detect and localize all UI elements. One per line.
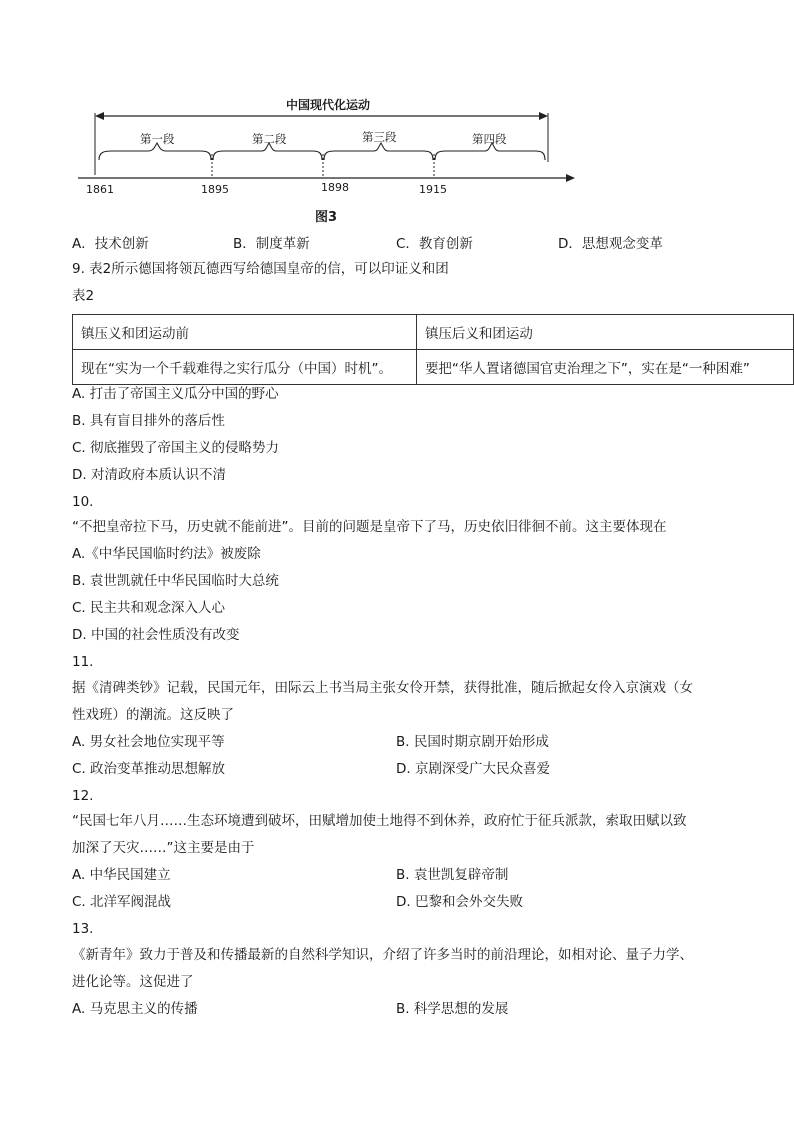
q13-stem-line1: 《新青年》致力于普及和传播最新的自然科学知识，介绍了许多当时的前沿理论，如相对论、量子力学、: [72, 947, 693, 963]
q13-option-b: B. 科学思想的发展: [396, 1001, 509, 1017]
q12-stem-line1: “民国七年八月……生态环境遭到破坏，田赋增加使土地得不到休养，政府忙于征兵派款，索取田赋以致: [72, 813, 687, 829]
q8-option-c: C．教育创新: [396, 236, 473, 252]
q10-option-b: B. 袁世凯就任中华民国临时大总统: [72, 573, 279, 589]
year-label-1895: 1895: [201, 183, 229, 196]
q10-stem: “不把皇帝拉下马，历史就不能前进”。目前的问题是皇帝下了马，历史依旧徘徊不前。这主要体现在: [72, 519, 667, 535]
table-header-after: 镇压后义和团运动: [416, 315, 793, 350]
q10-option-d: D. 中国的社会性质没有改变: [72, 627, 240, 643]
table-row: [73, 350, 794, 385]
q11-option-c: C. 政治变革推动思想解放: [72, 761, 226, 777]
table-header-before: 镇压义和团运动前: [73, 315, 417, 350]
q13-stem-line2: 进化论等。这促进了: [72, 974, 194, 990]
q9-option-b: B. 具有盲目排外的落后性: [72, 413, 225, 429]
q9-table: [72, 314, 794, 385]
year-label-1861: 1861: [86, 183, 114, 196]
table-label: 表2: [72, 288, 95, 304]
q10-option-a: A.《中华民国临时约法》被废除: [72, 546, 261, 562]
q10-option-c: C. 民主共和观念深入人心: [72, 600, 226, 616]
q13-option-a: A. 马克思主义的传播: [72, 1001, 198, 1017]
year-label-1898: 1898: [321, 181, 349, 194]
q12-option-b: B. 袁世凯复辟帝制: [396, 867, 509, 883]
table-header-row: [73, 315, 794, 350]
table-cell-after: 要把“华人置诸德国官吏治理之下”，实在是“一种困难”: [416, 350, 793, 385]
q10-number: 10.: [72, 494, 94, 510]
q9-option-c: C. 彻底摧毁了帝国主义的侵略势力: [72, 440, 280, 456]
year-label-1915: 1915: [419, 183, 447, 196]
segment-label-4: 第四段: [472, 132, 507, 146]
q8-option-a: A．技术创新: [72, 236, 149, 252]
figure-title: 中国现代化运动: [286, 98, 371, 112]
segment-label-3: 第三段: [362, 130, 397, 144]
figure-caption: 图3: [315, 210, 338, 225]
q11-stem-line2: 性戏班）的潮流。这反映了: [72, 707, 234, 723]
q8-option-d: D．思想观念变革: [558, 236, 663, 252]
q11-stem-line1: 据《清碑类钞》记载，民国元年，田际云上书当局主张女伶开禁，获得批准，随后掀起女伶入京演戏（女: [72, 680, 693, 696]
segment-label-2: 第二段: [252, 132, 287, 146]
table-clip: [0, 0, 794, 390]
q11-option-a: A. 男女社会地位实现平等: [72, 734, 225, 750]
q9-option-a: A. 打击了帝国主义瓜分中国的野心: [72, 386, 279, 402]
q12-number: 12.: [72, 788, 94, 804]
q11-option-d: D. 京剧深受广大民众喜爱: [396, 761, 550, 777]
q9-option-d: D. 对清政府本质认识不清: [72, 467, 226, 483]
q8-option-b: B．制度革新: [233, 236, 310, 252]
q12-option-c: C. 北洋军阀混战: [72, 894, 172, 910]
q12-option-a: A. 中华民国建立: [72, 867, 171, 883]
q11-number: 11.: [72, 654, 94, 670]
segment-label-1: 第一段: [140, 132, 175, 146]
q13-number: 13.: [72, 921, 94, 937]
table-cell-before: 现在“实为一个千载难得之实行瓜分（中国）时机”。: [73, 350, 417, 385]
q11-option-b: B. 民国时期京剧开始形成: [396, 734, 549, 750]
q12-stem-line2: 加深了天灾……”这主要是由于: [72, 840, 255, 856]
q12-option-d: D. 巴黎和会外交失败: [396, 894, 523, 910]
q9-stem: 9. 表2所示德国将领瓦德西写给德国皇帝的信，可以印证义和团: [72, 261, 449, 277]
